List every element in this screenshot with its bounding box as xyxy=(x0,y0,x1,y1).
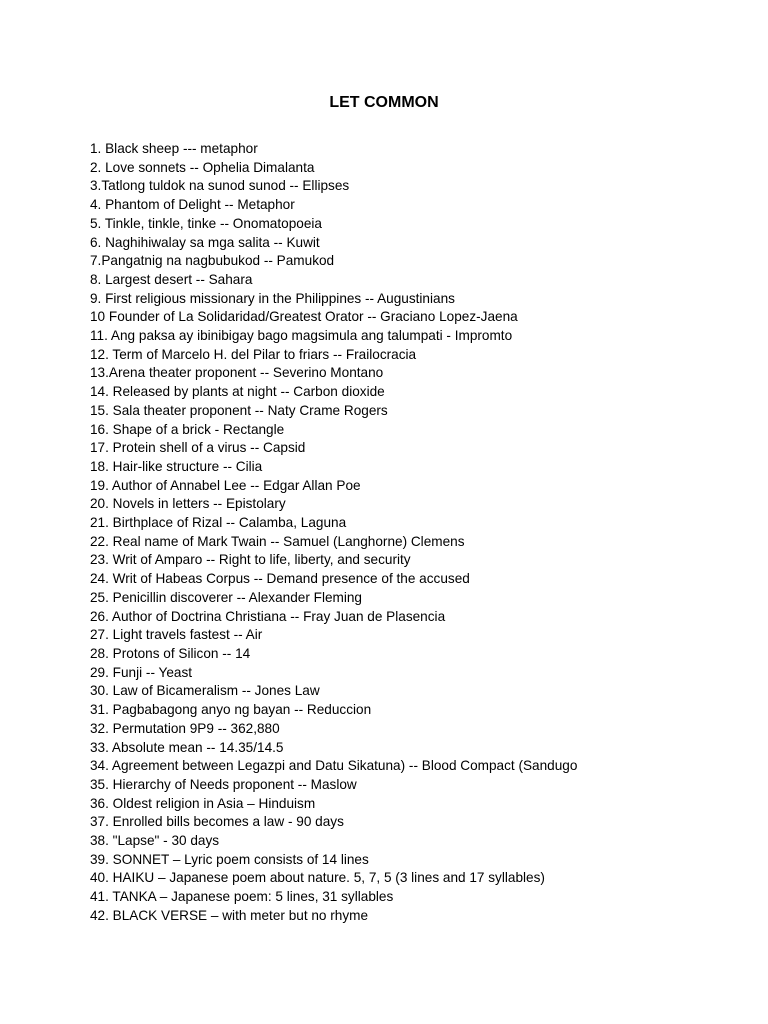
list-item: 7.Pangatnig na nagbubukod -- Pamukod xyxy=(90,253,335,269)
list-item: 6. Naghihiwalay sa mga salita -- Kuwit xyxy=(90,234,320,250)
list-item: 38. "Lapse" - 30 days xyxy=(90,833,220,849)
list-item: 9. First religious missionary in the Philippines -- Augustinians xyxy=(90,290,455,306)
list-item: 14. Released by plants at night -- Carbon dioxide xyxy=(90,384,385,400)
list-item: 15. Sala theater proponent -- Naty Crame Rogers xyxy=(90,402,388,418)
list-item: 39. SONNET – Lyric poem consists of 14 lines xyxy=(90,851,369,867)
list-item: 22. Real name of Mark Twain -- Samuel (Langhorne) Clemens xyxy=(90,533,465,549)
list-item: 26. Author of Doctrina Christiana -- Fray Juan de Plasencia xyxy=(90,608,446,624)
list-item: 11. Ang paksa ay ibinibigay bago magsimula ang talumpati - Impromto xyxy=(90,328,513,344)
list-item: 32. Permutation 9P9 -- 362,880 xyxy=(90,720,280,736)
list-item: 23. Writ of Amparo -- Right to life, liberty, and security xyxy=(90,552,411,568)
list-item: 12. Term of Marcelo H. del Pilar to friars -- Frailocracia xyxy=(90,346,417,362)
list-item: 1. Black sheep --- metaphor xyxy=(90,141,258,156)
list-item: 29. Funji -- Yeast xyxy=(90,664,193,680)
list-item: 31. Pagbabagong anyo ng bayan -- Reduccion xyxy=(90,702,372,718)
list-item: 24. Writ of Habeas Corpus -- Demand presence of the accused xyxy=(90,571,470,587)
list-item: 25. Penicillin discoverer -- Alexander Fleming xyxy=(90,589,362,605)
list-item: 2. Love sonnets -- Ophelia Dimalanta xyxy=(90,159,315,175)
list-item: 28. Protons of Silicon -- 14 xyxy=(90,645,251,661)
list-item: 18. Hair-like structure -- Cilia xyxy=(90,458,263,474)
list-item: 5. Tinkle, tinkle, tinke -- Onomatopoeia xyxy=(90,215,322,231)
list-item: 33. Absolute mean -- 14.35/14.5 xyxy=(90,739,284,755)
list-item: 40. HAIKU – Japanese poem about nature. 5, 7, 5 (3 lines and 17 syllables) xyxy=(90,870,545,886)
list-item: 16. Shape of a brick - Rectangle xyxy=(90,421,285,437)
list-item: 19. Author of Annabel Lee -- Edgar Allan Poe xyxy=(90,477,361,493)
list-item: 10 Founder of La Solidaridad/Greatest Orator -- Graciano Lopez-Jaena xyxy=(90,309,518,325)
list-item: 30. Law of Bicameralism -- Jones Law xyxy=(90,683,320,699)
list-item: 42. BLACK VERSE – with meter but no rhyme xyxy=(90,907,369,923)
list-item: 4. Phantom of Delight -- Metaphor xyxy=(90,197,295,213)
list-item: 27. Light travels fastest -- Air xyxy=(90,627,263,643)
list-item: 35. Hierarchy of Needs proponent -- Maslow xyxy=(90,776,357,792)
list-item: 3.Tatlong tuldok na sunod sunod -- Ellipses xyxy=(90,178,350,194)
list-item: 17. Protein shell of a virus -- Capsid xyxy=(90,440,306,456)
list-item: 21. Birthplace of Rizal -- Calamba, Laguna xyxy=(90,515,347,531)
list-item: 8. Largest desert -- Sahara xyxy=(90,271,253,287)
list-item: 13.Arena theater proponent -- Severino Montano xyxy=(90,365,384,381)
item-list xyxy=(90,140,577,926)
list-item: 36. Oldest religion in Asia – Hinduism xyxy=(90,795,316,811)
list-item: 41. TANKA – Japanese poem: 5 lines, 31 syllables xyxy=(90,889,394,905)
page-title: LET COMMON xyxy=(329,94,439,111)
list-item: 20. Novels in letters -- Epistolary xyxy=(90,496,286,512)
list-item: 37. Enrolled bills becomes a law - 90 days xyxy=(90,814,344,830)
list-item: 34. Agreement between Legazpi and Datu Sikatuna) -- Blood Compact (Sandugo xyxy=(90,758,578,774)
